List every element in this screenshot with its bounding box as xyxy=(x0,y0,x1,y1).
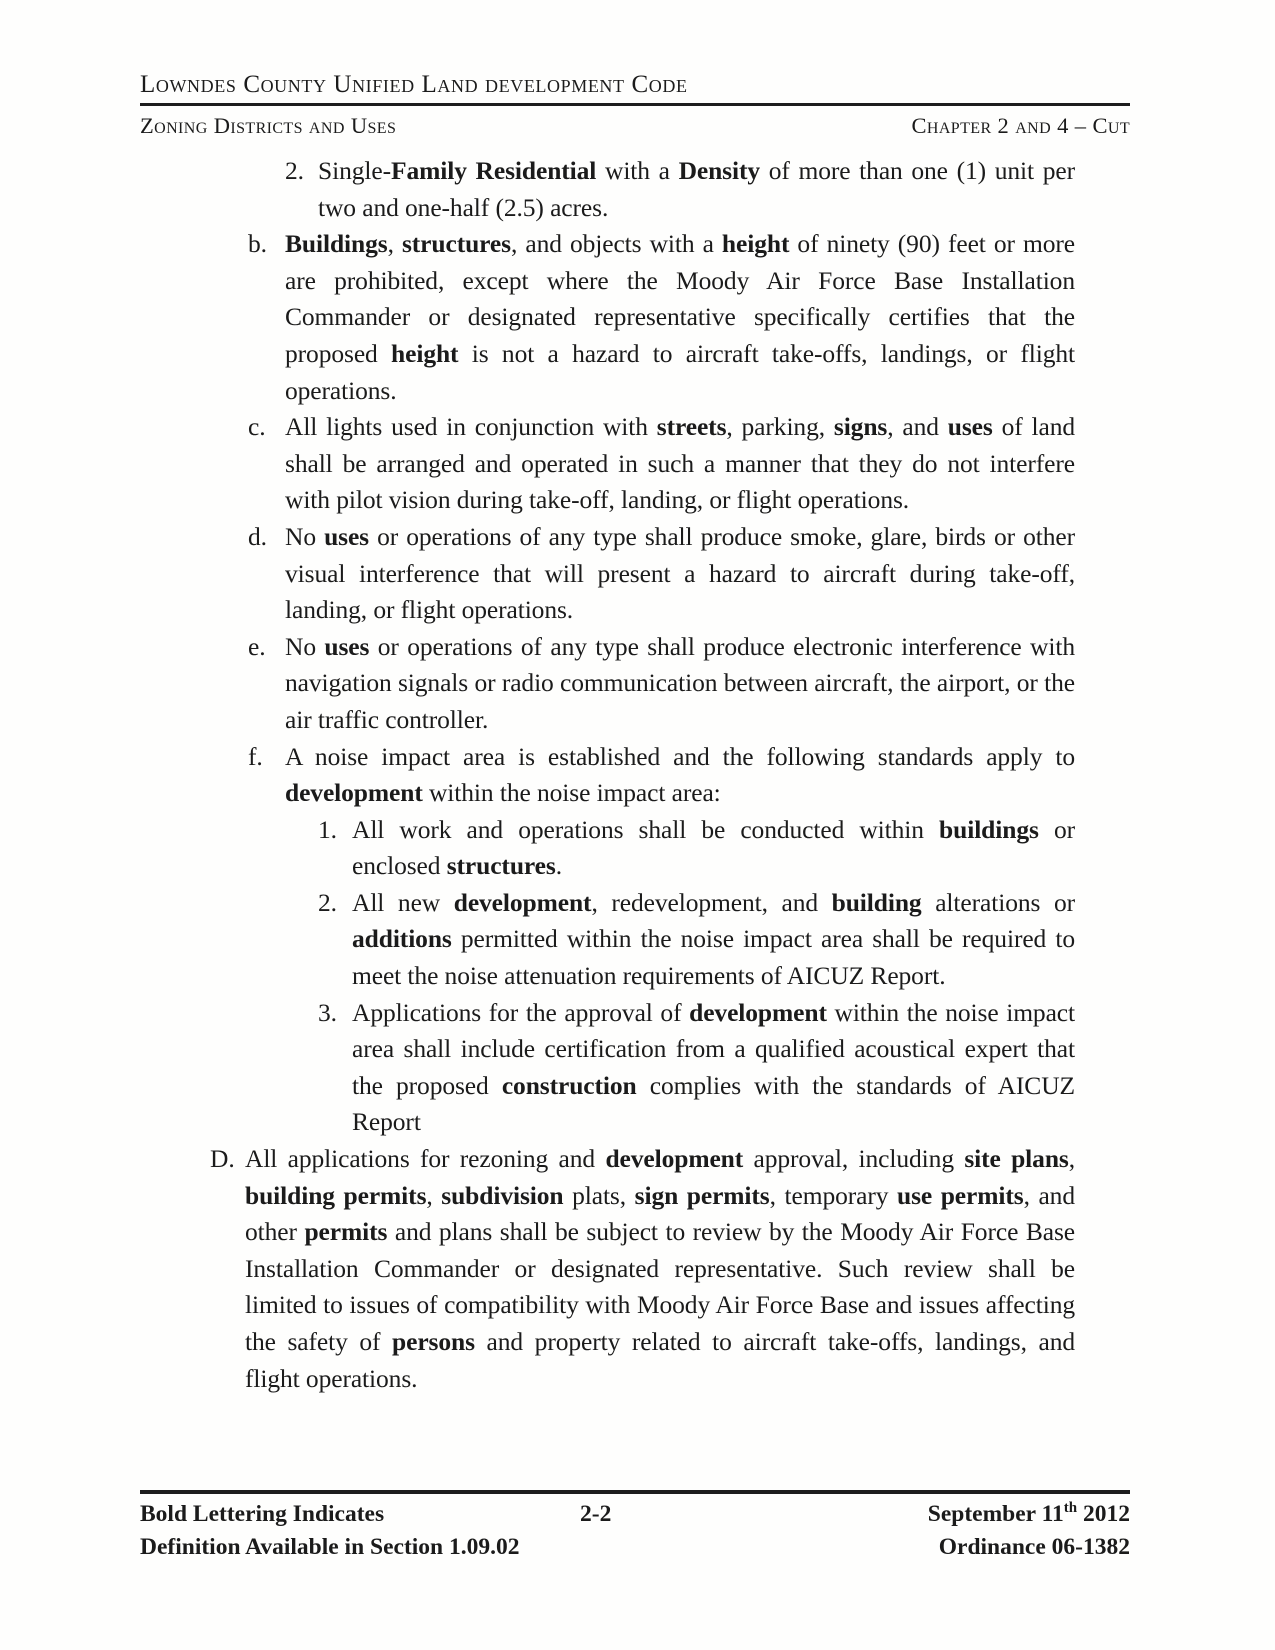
paragraph: No uses or operations of any type shall produce electronic interference with navigation signals or radio communication between aircraft, the airport, or the air traffic controller. xyxy=(285,631,1075,734)
footer-date-block xyxy=(928,1498,1130,1564)
list-marker: 2. xyxy=(285,156,304,185)
list-item xyxy=(248,739,1075,812)
header-section-left: Zoning Districts and Uses xyxy=(140,113,397,138)
list-item xyxy=(248,226,1075,409)
list-marker: 1. xyxy=(318,814,337,844)
list-marker: d. xyxy=(248,521,267,551)
paragraph: Single-Family Residential with a Density of more than one (1) unit per two and one-half (2.5) acres. xyxy=(318,156,1075,222)
footer-note xyxy=(140,1498,520,1564)
list-item xyxy=(318,885,1075,995)
header-section-right: Chapter 2 and 4 – Cut xyxy=(911,113,1130,138)
footer-ordinance: Ordinance 06-1382 xyxy=(938,1534,1130,1560)
header-subtitle-row xyxy=(140,112,1130,139)
footer-columns xyxy=(140,1498,1130,1564)
list-item xyxy=(248,519,1075,629)
list-marker: D. xyxy=(210,1144,235,1174)
paragraph: A noise impact area is established and the following standards apply to development within the noise impact area: xyxy=(285,741,1075,808)
list-marker: b. xyxy=(248,229,267,259)
list-marker: e. xyxy=(248,631,266,661)
document-body xyxy=(0,139,1275,1397)
list-marker: f. xyxy=(248,741,263,771)
paragraph: All work and operations shall be conducted within buildings or enclosed structures. xyxy=(352,814,1075,881)
paragraph: Buildings, structures, and objects with a height of ninety (90) feet or more are prohibited, except where the Moody Air Force Base Installation Commander or designated representative specifically certifies that the proposed height is not a hazard to aircraft take-offs, landings, or flight operations. xyxy=(285,229,1075,405)
list-marker: c. xyxy=(248,412,266,442)
footer-note-line2: Definition Available in Section 1.09.02 xyxy=(140,1534,520,1560)
paragraph: All new development, redevelopment, and building alterations or additions permitted within the noise impact area shall be required to meet the noise attenuation requirements of AICUZ Report. xyxy=(352,887,1075,991)
page-number: 2-2 xyxy=(580,1501,612,1527)
document-title: Lowndes County Unified Land development Code xyxy=(140,71,688,98)
list-marker: 2. xyxy=(318,887,337,917)
list-marker: 3. xyxy=(318,997,337,1027)
page-header xyxy=(0,0,1275,139)
footer-rule xyxy=(140,1490,1130,1494)
header-rule xyxy=(140,103,1130,106)
paragraph: All applications for rezoning and development approval, including site plans, building permits, subdivision plats, sign permits, temporary use permits, and other permits and plans shall be subject to review by the Moody Air Force Base Installation Commander or designated representative. Such review shall be limited to issues of compatibility with Moody Air Force Base and issues affecting the safety of persons and property related to aircraft take-offs, landings, and flight operations. xyxy=(245,1144,1076,1393)
page-footer xyxy=(0,1490,1275,1650)
paragraph: Applications for the approval of development within the noise impact area shall include certification from a qualified acoustical expert that the proposed construction complies with the standards of AICUZ Report xyxy=(352,997,1075,1137)
list-item xyxy=(318,812,1075,885)
list-item xyxy=(248,629,1075,739)
list-item xyxy=(318,995,1075,1141)
footer-date: September 11th 2012 xyxy=(927,1500,1130,1527)
footer-note-line1: Bold Lettering Indicates xyxy=(140,1501,385,1527)
list-item xyxy=(248,409,1075,519)
list-item xyxy=(210,1141,1075,1397)
paragraph: All lights used in conjunction with streets, parking, signs, and uses of land shall be arranged and operated in such a manner that they do not interfere with pilot vision during take-off, landing, or flight operations. xyxy=(285,412,1076,515)
paragraph: No uses or operations of any type shall produce smoke, glare, birds or other visual interference that will present a hazard to aircraft during take-off, landing, or flight operations. xyxy=(285,521,1075,625)
date-superscript: th xyxy=(1063,1500,1078,1517)
list-item xyxy=(285,153,1075,226)
